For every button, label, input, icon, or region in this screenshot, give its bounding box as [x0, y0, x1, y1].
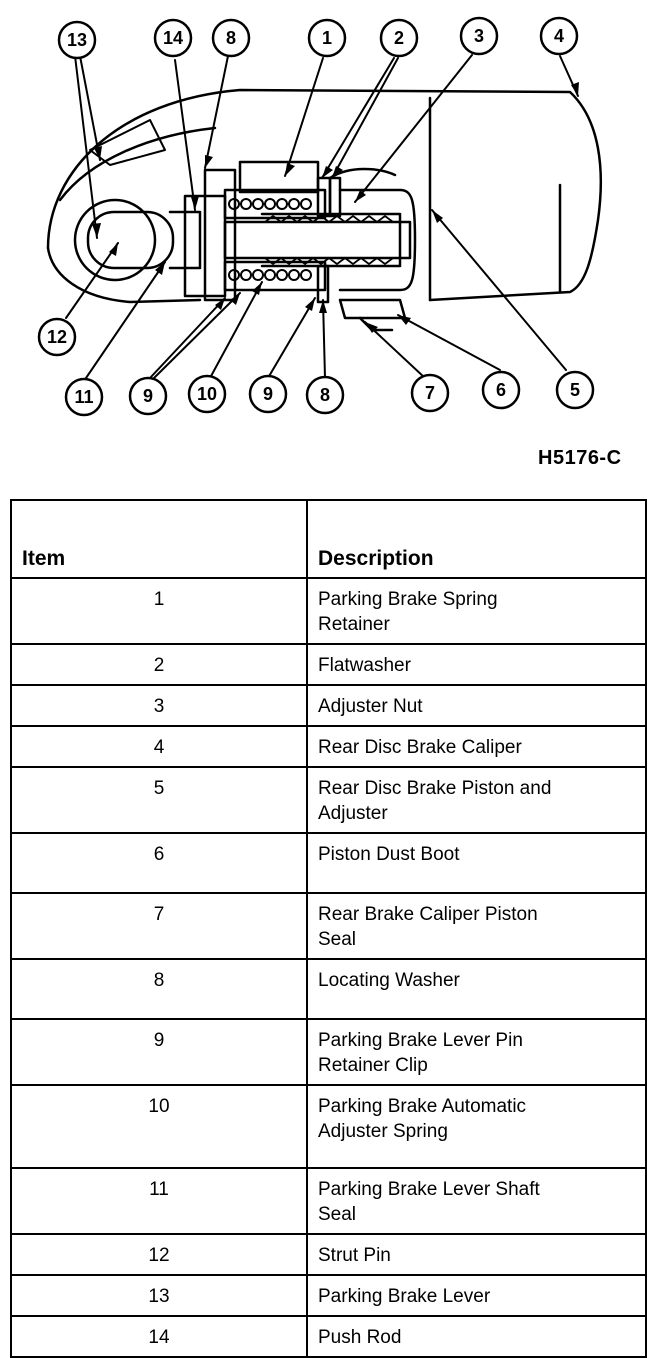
table-row — [11, 1085, 646, 1168]
description-line: Rear Disc Brake Caliper — [318, 737, 522, 758]
table-row — [11, 1234, 646, 1275]
figure-id-label: H5176-C — [538, 447, 622, 469]
item-description — [307, 578, 646, 644]
callout-12-label: 12 — [46, 327, 68, 347]
callout-9-right — [250, 376, 286, 412]
callout-3 — [461, 18, 497, 54]
item-description — [307, 767, 646, 833]
description-line: Parking Brake Spring — [318, 589, 498, 610]
item-description — [307, 959, 646, 1019]
callout-6 — [483, 372, 519, 408]
item-number: 4 — [11, 726, 307, 767]
description-line: Parking Brake Automatic — [318, 1096, 527, 1117]
description-line: Retainer — [318, 614, 390, 635]
description-line: Push Rod — [318, 1327, 402, 1348]
caliper-piston — [330, 169, 415, 290]
callout-6-label: 6 — [495, 380, 507, 400]
description-line: Adjuster Nut — [318, 696, 423, 717]
table-row — [11, 1019, 646, 1085]
description-line: Seal — [318, 929, 357, 950]
description-line: Strut Pin — [318, 1245, 391, 1266]
callout-8-bottom-label: 8 — [319, 385, 331, 405]
callout-1 — [309, 20, 345, 56]
parts-table-body — [11, 578, 646, 1357]
item-number: 6 — [11, 833, 307, 893]
callout-8-top — [213, 20, 249, 56]
item-description — [307, 726, 646, 767]
callout-5-label: 5 — [569, 380, 581, 400]
callout-13 — [59, 22, 95, 58]
callout-8-top-label: 8 — [225, 28, 237, 48]
callout-14-label: 14 — [162, 28, 184, 48]
callout-5 — [557, 372, 593, 408]
callout-2-label: 2 — [393, 28, 405, 48]
adjuster-nut — [225, 178, 410, 302]
item-number: 14 — [11, 1316, 307, 1357]
description-line: Rear Brake Caliper Piston — [318, 904, 538, 925]
item-description — [307, 1316, 646, 1357]
item-number: 12 — [11, 1234, 307, 1275]
callout-13-label: 13 — [66, 30, 88, 50]
description-line: Locating Washer — [318, 970, 460, 991]
item-number: 8 — [11, 959, 307, 1019]
item-description — [307, 1085, 646, 1168]
item-number: 7 — [11, 893, 307, 959]
callout-11-label: 11 — [74, 387, 94, 407]
table-row — [11, 685, 646, 726]
callout-7 — [412, 375, 448, 411]
description-line: Seal — [318, 1204, 357, 1225]
item-description — [307, 1168, 646, 1234]
callout-1-label: 1 — [321, 28, 333, 48]
description-line: Adjuster — [318, 803, 388, 824]
callout-9-left — [130, 378, 166, 414]
parts-table — [10, 499, 647, 1358]
description-column-header: Description — [307, 500, 646, 578]
description-line: Parking Brake Lever Pin — [318, 1030, 523, 1051]
item-description — [307, 893, 646, 959]
description-line: Rear Disc Brake Piston and — [318, 778, 552, 799]
description-line: Retainer Clip — [318, 1055, 428, 1076]
table-header-row — [11, 500, 646, 578]
callout-12 — [39, 319, 75, 355]
callout-3-label: 3 — [473, 26, 485, 46]
callout-9-left-label: 9 — [142, 386, 154, 406]
callout-14 — [155, 20, 191, 56]
item-description — [307, 644, 646, 685]
callout-10-label: 10 — [196, 384, 218, 404]
description-line: Flatwasher — [318, 655, 411, 676]
callout-4 — [541, 18, 577, 54]
adjuster-spring — [229, 199, 311, 280]
callout-9-right-label: 9 — [262, 384, 274, 404]
item-number: 11 — [11, 1168, 307, 1234]
item-number: 10 — [11, 1085, 307, 1168]
item-number: 3 — [11, 685, 307, 726]
item-number: 5 — [11, 767, 307, 833]
item-description — [307, 685, 646, 726]
item-description — [307, 1019, 646, 1085]
table-row — [11, 1168, 646, 1234]
callout-7-label: 7 — [424, 383, 436, 403]
description-line: Adjuster Spring — [318, 1121, 448, 1142]
callout-11 — [66, 379, 102, 415]
table-row — [11, 726, 646, 767]
table-row — [11, 959, 646, 1019]
item-description — [307, 1234, 646, 1275]
table-row — [11, 893, 646, 959]
item-description — [307, 833, 646, 893]
callout-10 — [189, 376, 225, 412]
item-number: 9 — [11, 1019, 307, 1085]
item-number: 13 — [11, 1275, 307, 1316]
description-line: Parking Brake Lever Shaft — [318, 1179, 540, 1200]
table-row — [11, 767, 646, 833]
callout-2 — [381, 20, 417, 56]
item-number: 2 — [11, 644, 307, 685]
table-row — [11, 833, 646, 893]
exploded-caliper-diagram — [0, 0, 672, 480]
table-row — [11, 578, 646, 644]
description-line: Parking Brake Lever — [318, 1286, 491, 1307]
item-column-header: Item — [11, 500, 307, 578]
callout-8-bottom — [307, 377, 343, 413]
callout-4-label: 4 — [553, 26, 565, 46]
description-line: Piston Dust Boot — [318, 844, 460, 865]
table-row — [11, 1316, 646, 1357]
item-number: 1 — [11, 578, 307, 644]
table-row — [11, 644, 646, 685]
